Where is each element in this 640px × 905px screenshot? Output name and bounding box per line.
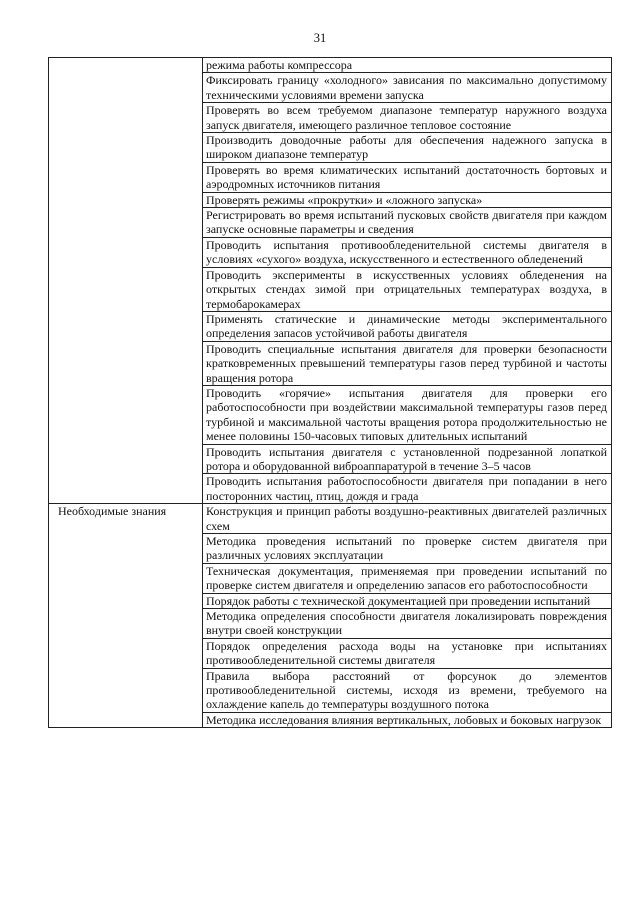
requirement-cell bbox=[203, 341, 612, 385]
requirement-text: Проверять во всем требуемом диапазоне температур наружного воздуха запуск двигателя, имеющего различное тепловое состояние bbox=[206, 103, 607, 132]
requirement-text: Проверять во время климатических испытаний достаточность бортовых и аэродромных источников питания bbox=[206, 162, 607, 192]
requirement-cell bbox=[203, 563, 612, 593]
section-label-cell bbox=[49, 504, 203, 728]
requirement-text: Производить доводочные работы для обеспечения надежного запуска в широком диапазоне температур bbox=[206, 133, 607, 162]
requirement-text: Проверять режимы «прокрутки» и «ложного запуска» bbox=[206, 192, 483, 207]
requirement-text: Техническая документация, применяемая при проведении испытаний по проверке систем двигателя и определению запасов его работоспособности bbox=[206, 563, 607, 593]
competency-table bbox=[48, 57, 612, 728]
requirement-text: Применять статические и динамические методы экспериментального определения запасов устойчивой работы двигателя bbox=[206, 311, 607, 341]
requirement-cell bbox=[203, 385, 612, 444]
requirement-text: режима работы компрессора bbox=[206, 58, 353, 72]
requirement-text: Порядок работы с технической документацией при проведении испытаний bbox=[206, 593, 591, 608]
requirement-cell bbox=[203, 712, 612, 727]
requirement-text: Проводить испытания двигателя с установленной подрезанной лопаткой ротора и оборудованной виброаппаратурой в течение 3–5 часов bbox=[206, 444, 607, 473]
requirement-cell bbox=[203, 162, 612, 192]
requirement-cell bbox=[203, 58, 612, 73]
page-number: 31 bbox=[313, 31, 327, 45]
requirement-text: Проводить эксперименты в искусственных условиях обледенения на открытых стендах зимой при отрицательных температурах воздуха, в термобарокамерах bbox=[206, 267, 607, 311]
requirement-cell bbox=[203, 103, 612, 133]
requirement-cell bbox=[203, 504, 612, 534]
requirement-text: Методика проведения испытаний по проверке систем двигателя при различных условиях эксплуатации bbox=[206, 534, 607, 563]
competency-table-body bbox=[49, 58, 612, 728]
requirement-text: Проводить испытания работоспособности двигателя при попадании в него посторонних частиц, птиц, дождя и града bbox=[206, 474, 607, 503]
requirement-cell bbox=[203, 593, 612, 608]
requirement-text: Проводить специальные испытания двигателя для проверки безопасности кратковременных превышений температуры газов перед турбиной и частоты вращения ротора bbox=[206, 341, 607, 385]
section-label-cell bbox=[49, 58, 203, 504]
requirement-cell bbox=[203, 534, 612, 564]
requirement-cell bbox=[203, 133, 612, 163]
requirement-text: Методика определения способности двигателя локализировать повреждения внутри своей конструкции bbox=[206, 609, 607, 638]
requirement-cell bbox=[203, 208, 612, 238]
requirement-text: Правила выбора расстояний от форсунок до элементов противообледенительной системы, исходя из времени, требуемого на охлаждение капель до температуры воздушного потока bbox=[206, 668, 607, 712]
section-label: Необходимые знания bbox=[58, 504, 167, 519]
requirement-cell bbox=[203, 311, 612, 341]
table-row bbox=[49, 58, 612, 73]
requirement-text: Порядок определения расхода воды на установке при испытаниях противообледенительной системы двигателя bbox=[206, 638, 607, 668]
requirement-cell bbox=[203, 267, 612, 311]
requirement-cell bbox=[203, 444, 612, 474]
requirement-cell bbox=[203, 474, 612, 504]
requirement-cell bbox=[203, 73, 612, 103]
requirement-text: Фиксировать границу «холодного» зависания по максимально допустимому техническими условиями времени запуска bbox=[206, 73, 607, 102]
requirement-text: Регистрировать во время испытаний пусковых свойств двигателя при каждом запуске основные параметры и сведения bbox=[206, 208, 607, 237]
requirement-cell bbox=[203, 237, 612, 267]
requirement-text: Конструкция и принцип работы воздушно-реактивных двигателей различных схем bbox=[206, 504, 607, 533]
requirement-cell bbox=[203, 668, 612, 712]
requirement-text: Методика исследования влияния вертикальных, лобовых и боковых нагрузок bbox=[206, 712, 602, 727]
requirement-text: Проводить «горячие» испытания двигателя для проверки его работоспособности при воздействии максимальной температуры газов перед турбиной и максимальной частоты вращения ротора продолжительностью не менее половины 150-часовых типовых длительных испытаний bbox=[206, 385, 607, 444]
requirement-text: Проводить испытания противообледенительной системы двигателя в условиях «сухого» воздуха, искусственного и естественного обледенений bbox=[206, 237, 607, 267]
requirement-cell bbox=[203, 192, 612, 207]
table-row bbox=[49, 504, 612, 534]
requirement-cell bbox=[203, 609, 612, 639]
requirement-cell bbox=[203, 638, 612, 668]
